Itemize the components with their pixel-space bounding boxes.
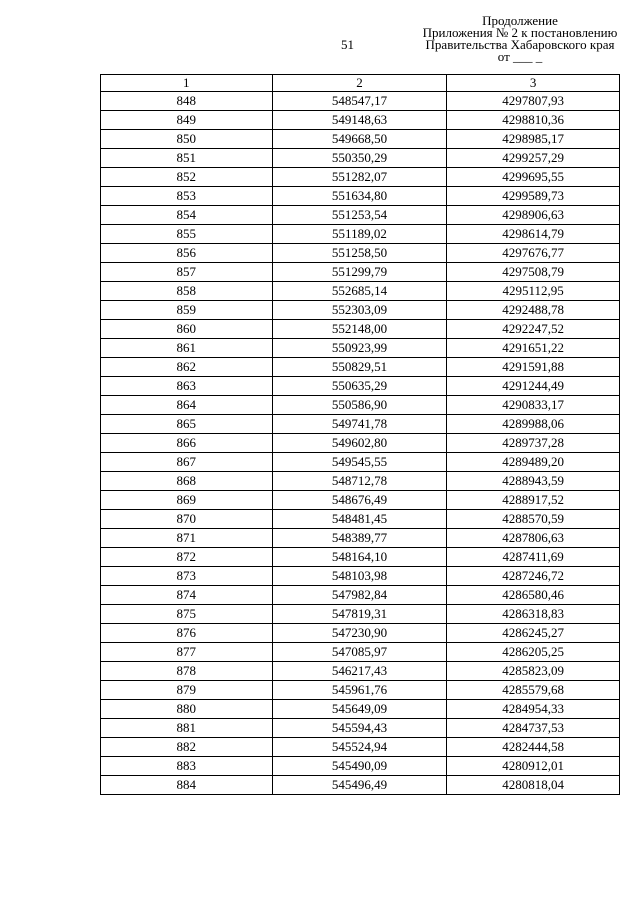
point-number-cell: 858 — [101, 282, 273, 301]
x-coordinate-cell: 545594,43 — [272, 719, 447, 738]
point-number-cell: 878 — [101, 662, 273, 681]
x-coordinate-cell: 551189,02 — [272, 225, 447, 244]
table-row — [101, 187, 620, 206]
x-coordinate-cell: 551258,50 — [272, 244, 447, 263]
x-coordinate-cell: 549602,80 — [272, 434, 447, 453]
point-number-cell: 851 — [101, 149, 273, 168]
table-row — [101, 168, 620, 187]
table-header-row — [101, 75, 620, 92]
y-coordinate-cell: 4288943,59 — [447, 472, 620, 491]
header-line: Продолжение — [482, 13, 558, 28]
y-coordinate-cell: 4295112,95 — [447, 282, 620, 301]
point-number-cell: 875 — [101, 605, 273, 624]
table-row — [101, 225, 620, 244]
y-coordinate-cell: 4291591,88 — [447, 358, 620, 377]
point-number-cell: 877 — [101, 643, 273, 662]
table-row — [101, 510, 620, 529]
point-number-cell: 862 — [101, 358, 273, 377]
table-row — [101, 681, 620, 700]
column-header: 3 — [447, 75, 620, 92]
table-row — [101, 472, 620, 491]
x-coordinate-cell: 552148,00 — [272, 320, 447, 339]
y-coordinate-cell: 4285579,68 — [447, 681, 620, 700]
point-number-cell: 856 — [101, 244, 273, 263]
table-row — [101, 282, 620, 301]
x-coordinate-cell: 549741,78 — [272, 415, 447, 434]
table-row — [101, 92, 620, 111]
y-coordinate-cell: 4280912,01 — [447, 757, 620, 776]
table-row — [101, 396, 620, 415]
y-coordinate-cell: 4297508,79 — [447, 263, 620, 282]
table-row — [101, 320, 620, 339]
y-coordinate-cell: 4298985,17 — [447, 130, 620, 149]
y-coordinate-cell: 4287246,72 — [447, 567, 620, 586]
table-row — [101, 453, 620, 472]
x-coordinate-cell: 545496,49 — [272, 776, 447, 795]
y-coordinate-cell: 4298614,79 — [447, 225, 620, 244]
y-coordinate-cell: 4286318,83 — [447, 605, 620, 624]
x-coordinate-cell: 547230,90 — [272, 624, 447, 643]
y-coordinate-cell: 4298906,63 — [447, 206, 620, 225]
y-coordinate-cell: 4287806,63 — [447, 529, 620, 548]
x-coordinate-cell: 547819,31 — [272, 605, 447, 624]
y-coordinate-cell: 4284737,53 — [447, 719, 620, 738]
coordinates-table — [100, 74, 620, 795]
table-row — [101, 700, 620, 719]
point-number-cell: 879 — [101, 681, 273, 700]
y-coordinate-cell: 4288917,52 — [447, 491, 620, 510]
point-number-cell: 883 — [101, 757, 273, 776]
y-coordinate-cell: 4290833,17 — [447, 396, 620, 415]
table-row — [101, 415, 620, 434]
column-header: 1 — [101, 75, 273, 92]
document-header — [400, 15, 640, 63]
y-coordinate-cell: 4292488,78 — [447, 301, 620, 320]
table-row — [101, 662, 620, 681]
x-coordinate-cell: 552303,09 — [272, 301, 447, 320]
x-coordinate-cell: 551634,80 — [272, 187, 447, 206]
x-coordinate-cell: 548389,77 — [272, 529, 447, 548]
x-coordinate-cell: 549148,63 — [272, 111, 447, 130]
table-row — [101, 491, 620, 510]
point-number-cell: 866 — [101, 434, 273, 453]
point-number-cell: 857 — [101, 263, 273, 282]
table-row — [101, 586, 620, 605]
x-coordinate-cell: 551253,54 — [272, 206, 447, 225]
header-line: от ___ _ — [497, 49, 543, 64]
x-coordinate-cell: 552685,14 — [272, 282, 447, 301]
point-number-cell: 872 — [101, 548, 273, 567]
x-coordinate-cell: 545524,94 — [272, 738, 447, 757]
table-row — [101, 529, 620, 548]
y-coordinate-cell: 4282444,58 — [447, 738, 620, 757]
point-number-cell: 873 — [101, 567, 273, 586]
x-coordinate-cell: 549668,50 — [272, 130, 447, 149]
point-number-cell: 855 — [101, 225, 273, 244]
x-coordinate-cell: 549545,55 — [272, 453, 447, 472]
point-number-cell: 880 — [101, 700, 273, 719]
y-coordinate-cell: 4291651,22 — [447, 339, 620, 358]
point-number-cell: 861 — [101, 339, 273, 358]
x-coordinate-cell: 548481,45 — [272, 510, 447, 529]
y-coordinate-cell: 4287411,69 — [447, 548, 620, 567]
point-number-cell: 868 — [101, 472, 273, 491]
table-row — [101, 263, 620, 282]
table-row — [101, 719, 620, 738]
table-row — [101, 776, 620, 795]
table-row — [101, 548, 620, 567]
y-coordinate-cell: 4299695,55 — [447, 168, 620, 187]
table-row — [101, 757, 620, 776]
x-coordinate-cell: 550635,29 — [272, 377, 447, 396]
x-coordinate-cell: 548676,49 — [272, 491, 447, 510]
point-number-cell: 864 — [101, 396, 273, 415]
y-coordinate-cell: 4289988,06 — [447, 415, 620, 434]
point-number-cell: 882 — [101, 738, 273, 757]
table-row — [101, 434, 620, 453]
point-number-cell: 867 — [101, 453, 273, 472]
column-header: 2 — [272, 75, 447, 92]
point-number-cell: 853 — [101, 187, 273, 206]
table-row — [101, 643, 620, 662]
x-coordinate-cell: 548547,17 — [272, 92, 447, 111]
point-number-cell: 849 — [101, 111, 273, 130]
table-row — [101, 624, 620, 643]
point-number-cell: 870 — [101, 510, 273, 529]
y-coordinate-cell: 4280818,04 — [447, 776, 620, 795]
point-number-cell: 874 — [101, 586, 273, 605]
y-coordinate-cell: 4289489,20 — [447, 453, 620, 472]
y-coordinate-cell: 4298810,36 — [447, 111, 620, 130]
point-number-cell: 869 — [101, 491, 273, 510]
y-coordinate-cell: 4288570,59 — [447, 510, 620, 529]
point-number-cell: 884 — [101, 776, 273, 795]
x-coordinate-cell: 545961,76 — [272, 681, 447, 700]
point-number-cell: 852 — [101, 168, 273, 187]
x-coordinate-cell: 551282,07 — [272, 168, 447, 187]
y-coordinate-cell: 4286245,27 — [447, 624, 620, 643]
x-coordinate-cell: 550586,90 — [272, 396, 447, 415]
point-number-cell: 850 — [101, 130, 273, 149]
table-row — [101, 605, 620, 624]
x-coordinate-cell: 545649,09 — [272, 700, 447, 719]
x-coordinate-cell: 550829,51 — [272, 358, 447, 377]
y-coordinate-cell: 4299589,73 — [447, 187, 620, 206]
x-coordinate-cell: 550923,99 — [272, 339, 447, 358]
y-coordinate-cell: 4284954,33 — [447, 700, 620, 719]
x-coordinate-cell: 547085,97 — [272, 643, 447, 662]
table-row — [101, 567, 620, 586]
point-number-cell: 863 — [101, 377, 273, 396]
table-row — [101, 149, 620, 168]
x-coordinate-cell: 545490,09 — [272, 757, 447, 776]
table-row — [101, 301, 620, 320]
table-row — [101, 377, 620, 396]
x-coordinate-cell: 548712,78 — [272, 472, 447, 491]
point-number-cell: 854 — [101, 206, 273, 225]
point-number-cell: 871 — [101, 529, 273, 548]
y-coordinate-cell: 4285823,09 — [447, 662, 620, 681]
y-coordinate-cell: 4299257,29 — [447, 149, 620, 168]
y-coordinate-cell: 4289737,28 — [447, 434, 620, 453]
point-number-cell: 848 — [101, 92, 273, 111]
x-coordinate-cell: 548103,98 — [272, 567, 447, 586]
table-row — [101, 111, 620, 130]
y-coordinate-cell: 4291244,49 — [447, 377, 620, 396]
page-number: 51 — [341, 37, 354, 52]
y-coordinate-cell: 4292247,52 — [447, 320, 620, 339]
table-row — [101, 358, 620, 377]
table-row — [101, 244, 620, 263]
point-number-cell: 876 — [101, 624, 273, 643]
x-coordinate-cell: 550350,29 — [272, 149, 447, 168]
point-number-cell: 881 — [101, 719, 273, 738]
y-coordinate-cell: 4297807,93 — [447, 92, 620, 111]
table-row — [101, 130, 620, 149]
point-number-cell: 865 — [101, 415, 273, 434]
x-coordinate-cell: 548164,10 — [272, 548, 447, 567]
point-number-cell: 859 — [101, 301, 273, 320]
y-coordinate-cell: 4286580,46 — [447, 586, 620, 605]
table-row — [101, 339, 620, 358]
header-line: Правительства Хабаровского края — [425, 37, 615, 52]
y-coordinate-cell: 4297676,77 — [447, 244, 620, 263]
x-coordinate-cell: 547982,84 — [272, 586, 447, 605]
header-line: Приложения № 2 к постановлению — [422, 25, 618, 40]
x-coordinate-cell: 546217,43 — [272, 662, 447, 681]
table-row — [101, 738, 620, 757]
y-coordinate-cell: 4286205,25 — [447, 643, 620, 662]
point-number-cell: 860 — [101, 320, 273, 339]
table-row — [101, 206, 620, 225]
x-coordinate-cell: 551299,79 — [272, 263, 447, 282]
